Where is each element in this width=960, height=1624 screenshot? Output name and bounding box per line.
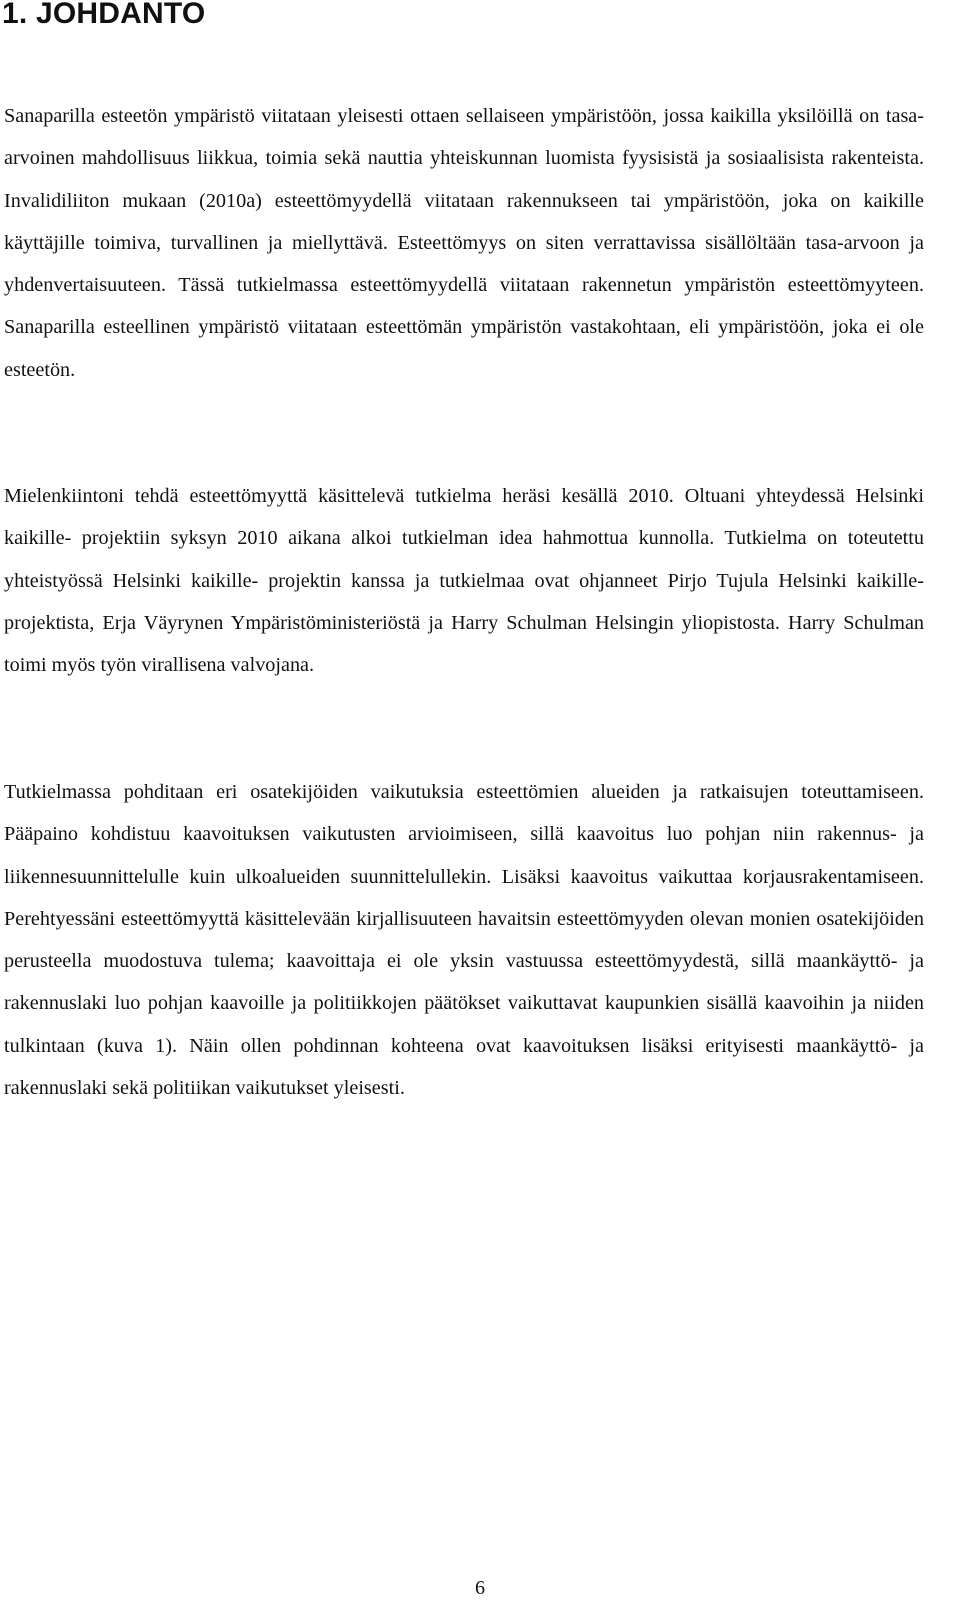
chapter-heading: 1. JOHDANTO	[2, 0, 206, 30]
page-number: 6	[475, 1577, 485, 1599]
paragraph-scope: Tutkielmassa pohditaan eri osatekijöiden vaikutuksia esteettömien alueiden ja ratkaisujen toteuttamiseen. Pääpaino kohdistuu kaavoituksen vaikutusten arvioimiseen, sillä kaavoitus luo pohjan niin rakennus- ja liikennesuunnittelulle kuin ulkoalueiden suunnittelullekin. Lisäksi kaavoitus vaikuttaa korjausrakentamiseen. Perehtyessäni esteettömyyttä käsittelevään kirjallisuuteen havaitsin esteettömyyden olevan monien osatekijöiden perusteella muodostuva tulema; kaavoittaja ei ole yksin vastuussa esteettömyydestä, sillä maankäyttö- ja rakennuslaki luo pohjan kaavoille ja politiikkojen päätökset vaikuttavat kaupunkien sisällä kaavoihin ja niiden tulkintaan (kuva 1). Näin ollen pohdinnan kohteena ovat kaavoituksen lisäksi erityisesti maankäyttö- ja rakennuslaki sekä politiikan vaikutukset yleisesti.	[4, 781, 924, 1100]
paragraph-intro: Sanaparilla esteetön ympäristö viitataan yleisesti ottaen sellaiseen ympäristöön, jossa kaikilla yksilöillä on tasa-arvoinen mahdollisuus liikkua, toimia sekä nauttia yhteiskunnan luomista fyysisistä ja sosiaalisista rakenteista. Invalidiliiton mukaan (2010a) esteettömyydellä viitataan rakennukseen tai ympäristöön, joka on kaikille käyttäjille toimiva, turvallinen ja miellyttävä. Esteettömyys on siten verrattavissa sisällöltään tasa-arvoon ja yhdenvertaisuuteen. Tässä tutkielmassa esteettömyydellä viitataan rakennetun ympäristön esteettömyyteen. Sanaparilla esteellinen ympäristö viitataan esteettömän ympäristön vastakohtaan, eli ympäristöön, joka ei ole esteetön.	[4, 105, 924, 381]
paragraph-motivation: Mielenkiintoni tehdä esteettömyyttä käsittelevä tutkielma heräsi kesällä 2010. Oltuani yhteydessä Helsinki kaikille- projektiin syksyn 2010 aikana alkoi tutkielman idea hahmottua kunnolla. Tutkielma on toteutettu yhteistyössä Helsinki kaikille- projektin kanssa ja tutkielmaa ovat ohjanneet Pirjo Tujula Helsinki kaikille- projektista, Erja Väyrynen Ympäristöministeriöstä ja Harry Schulman Helsingin yliopistosta. Harry Schulman toimi myös työn virallisena valvojana.	[4, 485, 924, 677]
